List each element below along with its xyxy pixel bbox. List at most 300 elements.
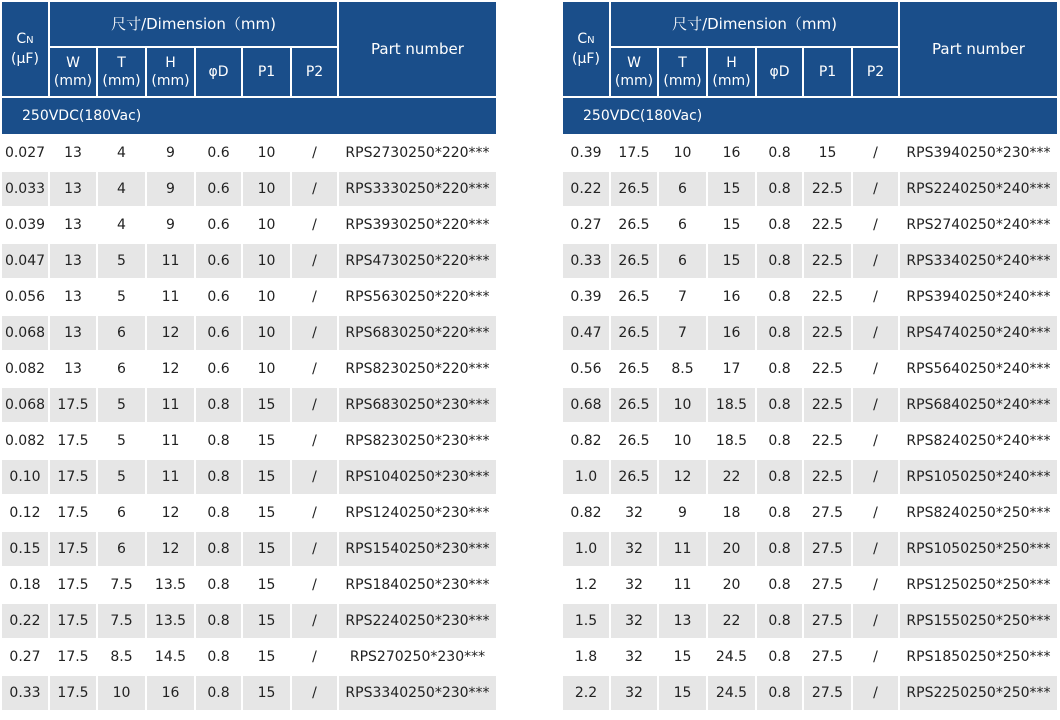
table-row [2, 244, 496, 280]
cell-part-number: RPS8240250*250*** [900, 496, 1057, 532]
cell-part-number: RPS5640250*240*** [900, 352, 1057, 388]
cell-p2: / [853, 136, 900, 172]
cell-p1: 15 [243, 568, 292, 604]
cell-p2: / [853, 424, 900, 460]
table-row [2, 460, 496, 496]
cell-t: 10 [659, 388, 708, 424]
cell-w: 32 [611, 604, 659, 640]
cell-w: 17.5 [50, 640, 98, 676]
cell-w: 17.5 [50, 388, 98, 424]
cell-p1: 27.5 [804, 604, 853, 640]
cell-part-number: RPS8230250*220*** [339, 352, 496, 388]
cell-part-number: RPS5630250*220*** [339, 280, 496, 316]
part-number-header: Part number [900, 2, 1057, 98]
cell-p1: 15 [243, 604, 292, 640]
cell-w: 17.5 [50, 424, 98, 460]
cell-w: 32 [611, 496, 659, 532]
cell-t: 5 [98, 424, 147, 460]
cell-h: 16 [708, 136, 757, 172]
cell-p1: 22.5 [804, 388, 853, 424]
table-row [2, 532, 496, 568]
cell-cn: 0.068 [2, 316, 50, 352]
cell-t: 9 [659, 496, 708, 532]
cell-w: 17.5 [50, 532, 98, 568]
table-row [2, 316, 496, 352]
cell-p2: / [853, 676, 900, 712]
cell-cn: 0.068 [2, 388, 50, 424]
cell-p2: / [292, 280, 339, 316]
cell-h: 11 [147, 388, 196, 424]
cell-cn: 0.027 [2, 136, 50, 172]
cell-p2: / [292, 352, 339, 388]
cell-w: 32 [611, 676, 659, 712]
cell-p2: / [853, 604, 900, 640]
cell-t: 6 [659, 172, 708, 208]
cell-p2: / [853, 460, 900, 496]
col-header-w: W (mm) [50, 48, 98, 98]
cell-phid: 0.8 [757, 496, 804, 532]
cell-t: 10 [659, 424, 708, 460]
cell-p2: / [292, 640, 339, 676]
table-row [2, 496, 496, 532]
cell-w: 17.5 [50, 676, 98, 712]
cell-part-number: RPS8240250*240*** [900, 424, 1057, 460]
cell-p1: 22.5 [804, 460, 853, 496]
cell-w: 13 [50, 352, 98, 388]
cell-phid: 0.8 [757, 172, 804, 208]
table-row [563, 280, 1057, 316]
cell-p1: 10 [243, 316, 292, 352]
table-row [563, 316, 1057, 352]
cell-h: 12 [147, 316, 196, 352]
table-row [2, 280, 496, 316]
cell-p1: 15 [243, 532, 292, 568]
cell-part-number: RPS6830250*230*** [339, 388, 496, 424]
cell-cn: 1.0 [563, 460, 611, 496]
cell-t: 10 [659, 136, 708, 172]
cell-p2: / [292, 676, 339, 712]
cell-phid: 0.8 [196, 460, 243, 496]
cell-phid: 0.8 [757, 316, 804, 352]
cell-h: 22 [708, 604, 757, 640]
cell-part-number: RPS4730250*220*** [339, 244, 496, 280]
table-row [563, 208, 1057, 244]
cell-p1: 15 [804, 136, 853, 172]
cell-part-number: RPS3940250*230*** [900, 136, 1057, 172]
cell-p2: / [853, 352, 900, 388]
cell-p1: 22.5 [804, 172, 853, 208]
cell-cn: 0.033 [2, 172, 50, 208]
cn-header: CN (µF) [563, 2, 611, 98]
cell-part-number: RPS270250*230*** [339, 640, 496, 676]
cell-p2: / [853, 316, 900, 352]
cell-phid: 0.8 [196, 496, 243, 532]
cell-t: 11 [659, 568, 708, 604]
cell-p1: 10 [243, 244, 292, 280]
table-row [563, 532, 1057, 568]
cell-h: 11 [147, 460, 196, 496]
cell-p2: / [292, 604, 339, 640]
col-header-h: H (mm) [708, 48, 757, 98]
cell-p1: 27.5 [804, 676, 853, 712]
cell-h: 20 [708, 568, 757, 604]
cell-cn: 0.82 [563, 496, 611, 532]
cell-h: 11 [147, 280, 196, 316]
cell-p2: / [292, 136, 339, 172]
cell-part-number: RPS1050250*250*** [900, 532, 1057, 568]
cell-phid: 0.6 [196, 352, 243, 388]
cell-w: 17.5 [50, 604, 98, 640]
table-row [2, 604, 496, 640]
table-row [563, 676, 1057, 712]
cell-part-number: RPS3330250*220*** [339, 172, 496, 208]
cell-h: 16 [708, 316, 757, 352]
cell-p2: / [292, 208, 339, 244]
cell-t: 4 [98, 136, 147, 172]
table-row [563, 496, 1057, 532]
part-number-header: Part number [339, 2, 496, 98]
cell-h: 24.5 [708, 676, 757, 712]
cell-p1: 10 [243, 172, 292, 208]
cell-cn: 0.039 [2, 208, 50, 244]
cell-t: 6 [98, 352, 147, 388]
cell-p2: / [853, 208, 900, 244]
cell-w: 13 [50, 316, 98, 352]
cell-p2: / [853, 532, 900, 568]
cell-h: 14.5 [147, 640, 196, 676]
cell-cn: 0.33 [2, 676, 50, 712]
cell-t: 13 [659, 604, 708, 640]
cell-phid: 0.6 [196, 172, 243, 208]
cell-p2: / [292, 532, 339, 568]
table-row [2, 568, 496, 604]
cell-t: 6 [98, 496, 147, 532]
cell-p2: / [853, 568, 900, 604]
cell-cn: 1.5 [563, 604, 611, 640]
table-row [563, 568, 1057, 604]
cell-w: 17.5 [611, 136, 659, 172]
cell-t: 11 [659, 532, 708, 568]
cell-p1: 10 [243, 208, 292, 244]
cell-t: 6 [98, 316, 147, 352]
table-row [2, 424, 496, 460]
table-row [563, 460, 1057, 496]
cell-t: 15 [659, 640, 708, 676]
cell-part-number: RPS2240250*230*** [339, 604, 496, 640]
cell-cn: 0.56 [563, 352, 611, 388]
cell-cn: 1.2 [563, 568, 611, 604]
cell-part-number: RPS4740250*240*** [900, 316, 1057, 352]
cell-w: 32 [611, 568, 659, 604]
cell-phid: 0.6 [196, 244, 243, 280]
cell-phid: 0.8 [757, 280, 804, 316]
cell-part-number: RPS1540250*230*** [339, 532, 496, 568]
col-header-p2: P2 [853, 48, 900, 98]
cell-p1: 15 [243, 676, 292, 712]
cell-cn: 0.082 [2, 352, 50, 388]
cell-part-number: RPS2240250*240*** [900, 172, 1057, 208]
cell-h: 11 [147, 424, 196, 460]
cell-p2: / [853, 496, 900, 532]
col-header-phid: φD [757, 48, 804, 98]
cell-part-number: RPS2730250*220*** [339, 136, 496, 172]
cell-part-number: RPS1050250*240*** [900, 460, 1057, 496]
cell-cn: 0.22 [2, 604, 50, 640]
col-header-p1: P1 [243, 48, 292, 98]
cell-part-number: RPS3930250*220*** [339, 208, 496, 244]
cell-phid: 0.8 [196, 640, 243, 676]
cell-t: 4 [98, 208, 147, 244]
cell-w: 13 [50, 208, 98, 244]
cell-p1: 10 [243, 280, 292, 316]
cell-p2: / [292, 568, 339, 604]
cell-p2: / [292, 496, 339, 532]
cell-t: 7 [659, 316, 708, 352]
cell-part-number: RPS8230250*230*** [339, 424, 496, 460]
voltage-section-label: 250VDC(180Vac) [563, 98, 1057, 136]
cell-h: 18.5 [708, 388, 757, 424]
cell-cn: 0.047 [2, 244, 50, 280]
col-header-w: W (mm) [611, 48, 659, 98]
cell-p1: 27.5 [804, 568, 853, 604]
cell-w: 32 [611, 640, 659, 676]
cell-p2: / [853, 640, 900, 676]
cell-phid: 0.8 [757, 604, 804, 640]
cell-w: 13 [50, 280, 98, 316]
cell-cn: 0.10 [2, 460, 50, 496]
cell-phid: 0.8 [757, 388, 804, 424]
dimension-group-header: 尺寸/Dimension（mm) [611, 2, 900, 48]
cell-h: 13.5 [147, 604, 196, 640]
cell-t: 6 [659, 244, 708, 280]
cell-t: 7.5 [98, 604, 147, 640]
cell-phid: 0.6 [196, 136, 243, 172]
table-row [2, 136, 496, 172]
cell-cn: 0.056 [2, 280, 50, 316]
cell-w: 26.5 [611, 244, 659, 280]
cell-t: 12 [659, 460, 708, 496]
cell-t: 5 [98, 280, 147, 316]
cell-h: 12 [147, 496, 196, 532]
cell-w: 13 [50, 136, 98, 172]
cell-h: 9 [147, 172, 196, 208]
cell-p2: / [853, 388, 900, 424]
cell-p2: / [853, 244, 900, 280]
cell-t: 5 [98, 388, 147, 424]
cell-w: 26.5 [611, 352, 659, 388]
cell-phid: 0.8 [757, 460, 804, 496]
cell-p2: / [853, 280, 900, 316]
table-row [2, 208, 496, 244]
cell-p1: 10 [243, 136, 292, 172]
cell-t: 8.5 [659, 352, 708, 388]
cell-part-number: RPS2250250*250*** [900, 676, 1057, 712]
cell-p1: 15 [243, 640, 292, 676]
cell-p1: 22.5 [804, 280, 853, 316]
cell-w: 13 [50, 244, 98, 280]
cell-w: 17.5 [50, 568, 98, 604]
cell-w: 26.5 [611, 424, 659, 460]
cell-part-number: RPS1550250*250*** [900, 604, 1057, 640]
cell-part-number: RPS1840250*230*** [339, 568, 496, 604]
table-row [563, 172, 1057, 208]
cell-w: 26.5 [611, 316, 659, 352]
cell-t: 7.5 [98, 568, 147, 604]
cell-p1: 22.5 [804, 208, 853, 244]
cell-t: 8.5 [98, 640, 147, 676]
cell-h: 24.5 [708, 640, 757, 676]
cell-t: 5 [98, 460, 147, 496]
col-header-p1: P1 [804, 48, 853, 98]
cell-cn: 0.82 [563, 424, 611, 460]
table-row [563, 136, 1057, 172]
cell-phid: 0.8 [196, 676, 243, 712]
col-header-phid: φD [196, 48, 243, 98]
cell-w: 26.5 [611, 172, 659, 208]
cell-p1: 10 [243, 352, 292, 388]
cell-cn: 0.39 [563, 136, 611, 172]
cell-p2: / [292, 172, 339, 208]
cell-phid: 0.8 [196, 388, 243, 424]
cell-t: 6 [98, 532, 147, 568]
cell-h: 18.5 [708, 424, 757, 460]
cell-p1: 27.5 [804, 640, 853, 676]
cell-p2: / [853, 172, 900, 208]
cell-phid: 0.8 [757, 424, 804, 460]
cell-h: 13.5 [147, 568, 196, 604]
dimension-group-header: 尺寸/Dimension（mm) [50, 2, 339, 48]
cell-p1: 15 [243, 424, 292, 460]
cell-w: 26.5 [611, 208, 659, 244]
cell-h: 9 [147, 136, 196, 172]
cell-phid: 0.8 [196, 532, 243, 568]
cn-header: CN (µF) [2, 2, 50, 98]
cell-t: 6 [659, 208, 708, 244]
cell-w: 13 [50, 172, 98, 208]
cell-p2: / [292, 388, 339, 424]
table-row [563, 352, 1057, 388]
capacitor-table-right [563, 2, 1057, 712]
cell-p1: 22.5 [804, 316, 853, 352]
cell-phid: 0.8 [757, 568, 804, 604]
cell-cn: 0.47 [563, 316, 611, 352]
cell-part-number: RPS3940250*240*** [900, 280, 1057, 316]
cell-p2: / [292, 316, 339, 352]
cell-p2: / [292, 424, 339, 460]
col-header-p2: P2 [292, 48, 339, 98]
cell-cn: 0.39 [563, 280, 611, 316]
cell-cn: 0.68 [563, 388, 611, 424]
cell-phid: 0.8 [196, 568, 243, 604]
cell-part-number: RPS1250250*250*** [900, 568, 1057, 604]
cell-w: 17.5 [50, 496, 98, 532]
cell-part-number: RPS1040250*230*** [339, 460, 496, 496]
table-row [2, 676, 496, 712]
cell-h: 17 [708, 352, 757, 388]
cell-p1: 27.5 [804, 496, 853, 532]
cell-w: 26.5 [611, 460, 659, 496]
cell-p1: 27.5 [804, 532, 853, 568]
col-header-t: T (mm) [98, 48, 147, 98]
cell-p1: 15 [243, 388, 292, 424]
cell-phid: 0.8 [757, 676, 804, 712]
table-row [2, 388, 496, 424]
cell-h: 16 [147, 676, 196, 712]
cell-t: 15 [659, 676, 708, 712]
cell-phid: 0.8 [757, 640, 804, 676]
cell-part-number: RPS6830250*220*** [339, 316, 496, 352]
cell-p2: / [292, 244, 339, 280]
table-row [563, 388, 1057, 424]
cell-part-number: RPS1850250*250*** [900, 640, 1057, 676]
table-row [2, 172, 496, 208]
cell-phid: 0.8 [196, 604, 243, 640]
col-header-t: T (mm) [659, 48, 708, 98]
capacitor-table-left [2, 2, 496, 712]
table-row [2, 352, 496, 388]
cell-w: 32 [611, 532, 659, 568]
cell-h: 15 [708, 172, 757, 208]
cell-p1: 22.5 [804, 244, 853, 280]
cell-t: 10 [98, 676, 147, 712]
cell-p1: 15 [243, 496, 292, 532]
cell-p1: 22.5 [804, 424, 853, 460]
cell-phid: 0.8 [757, 208, 804, 244]
cell-part-number: RPS6840250*240*** [900, 388, 1057, 424]
table-row [563, 640, 1057, 676]
cell-phid: 0.8 [757, 352, 804, 388]
cell-part-number: RPS3340250*240*** [900, 244, 1057, 280]
col-header-h: H (mm) [147, 48, 196, 98]
cell-phid: 0.8 [757, 532, 804, 568]
cell-cn: 0.18 [2, 568, 50, 604]
cell-cn: 0.15 [2, 532, 50, 568]
cell-cn: 0.33 [563, 244, 611, 280]
cell-h: 15 [708, 244, 757, 280]
cell-w: 17.5 [50, 460, 98, 496]
cell-h: 9 [147, 208, 196, 244]
cell-cn: 0.27 [563, 208, 611, 244]
cell-p1: 22.5 [804, 352, 853, 388]
table-row [2, 640, 496, 676]
cell-cn: 0.22 [563, 172, 611, 208]
cell-h: 18 [708, 496, 757, 532]
table-row [563, 244, 1057, 280]
cell-phid: 0.6 [196, 280, 243, 316]
cell-phid: 0.8 [757, 136, 804, 172]
cell-cn: 0.12 [2, 496, 50, 532]
cell-t: 5 [98, 244, 147, 280]
cell-h: 12 [147, 532, 196, 568]
cell-phid: 0.8 [196, 424, 243, 460]
cell-h: 22 [708, 460, 757, 496]
cell-h: 15 [708, 208, 757, 244]
cell-h: 11 [147, 244, 196, 280]
cell-phid: 0.6 [196, 208, 243, 244]
cell-cn: 1.8 [563, 640, 611, 676]
cell-cn: 0.082 [2, 424, 50, 460]
cell-phid: 0.8 [757, 244, 804, 280]
cell-w: 26.5 [611, 280, 659, 316]
cell-cn: 2.2 [563, 676, 611, 712]
cell-cn: 1.0 [563, 532, 611, 568]
cell-h: 20 [708, 532, 757, 568]
cell-part-number: RPS3340250*230*** [339, 676, 496, 712]
cell-cn: 0.27 [2, 640, 50, 676]
cell-part-number: RPS2740250*240*** [900, 208, 1057, 244]
cell-h: 16 [708, 280, 757, 316]
cell-phid: 0.6 [196, 316, 243, 352]
